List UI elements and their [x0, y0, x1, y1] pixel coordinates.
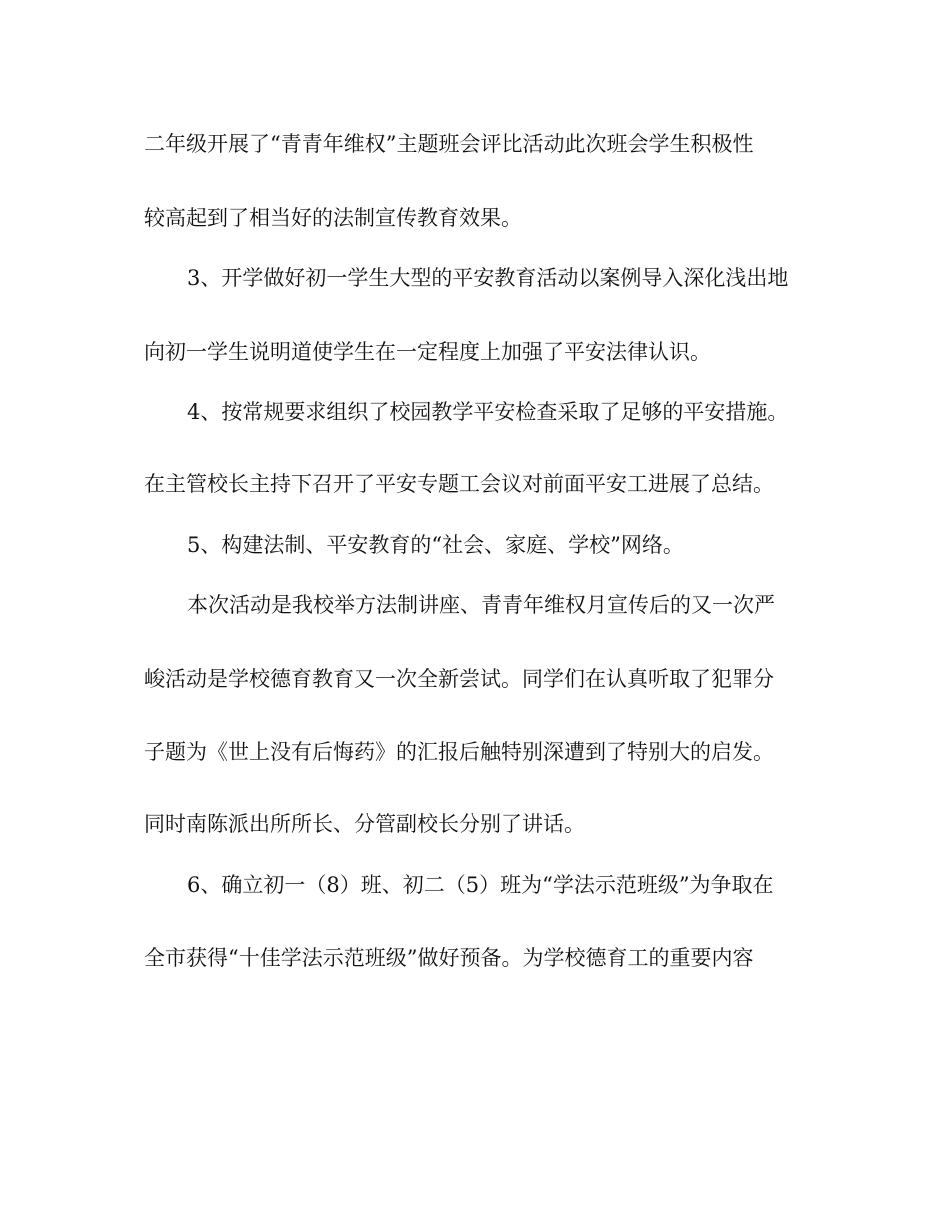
- text-line: 在主管校长主持下召开了平安专题工会议对前面平安工进展了总结。: [144, 472, 774, 496]
- text-line: 3、开学做好初一学生大型的平安教育活动以案例导入深化浅出地: [187, 266, 789, 290]
- text-line: 同时南陈派出所所长、分管副校长分别了讲话。: [144, 812, 585, 836]
- text-line: 5、构建法制、平安教育的“社会、家庭、学校”网络。: [187, 533, 684, 557]
- text-line: 二年级开展了“青青年维权”主题班会评比活动此次班会学生积极性: [144, 132, 754, 156]
- text-line: 4、按常规要求组织了校园教学平安检查采取了足够的平安措施。: [187, 400, 789, 424]
- text-line: 6、确立初一（8）班、初二（5）班为“学法示范班级”为争取在: [187, 873, 774, 897]
- text-line: 全市获得“十佳学法示范班级”做好预备。为学校德育工的重要内容: [144, 946, 754, 970]
- text-line: 向初一学生说明道使学生在一定程度上加强了平安法律认识。: [144, 340, 711, 364]
- text-line: 较高起到了相当好的法制宣传教育效果。: [144, 206, 522, 230]
- text-line: 子题为《世上没有后悔药》的汇报后触特别深遭到了特别大的启发。: [144, 740, 774, 764]
- text-line: 峻活动是学校德育教育又一次全新尝试。同学们在认真听取了犯罪分: [144, 667, 774, 691]
- text-line: 本次活动是我校举方法制讲座、青青年维权月宣传后的又一次严: [187, 593, 775, 617]
